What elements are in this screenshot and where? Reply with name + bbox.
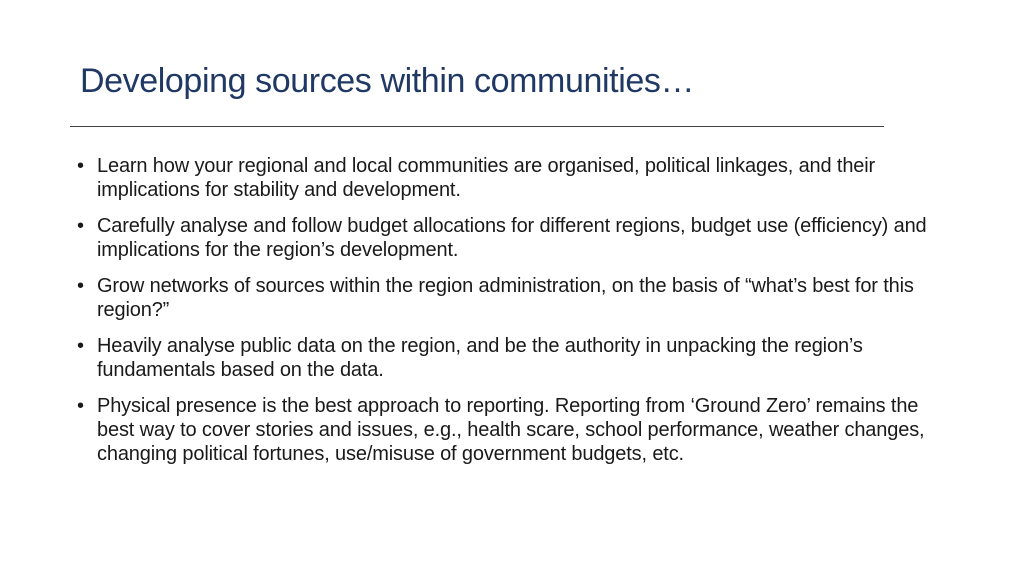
bullet-icon: • bbox=[77, 275, 84, 297]
bullet-text: Grow networks of sources within the region administration, on the basis of “what’s best for this region?” bbox=[97, 275, 914, 321]
bullet-text: Physical presence is the best approach to reporting. Reporting from ‘Ground Zero’ remains the best way to cover stories and issues, e.g., health scare, school performance, weather changes, changing political fortunes, use/misuse of government budgets, etc. bbox=[97, 395, 925, 465]
bullet-icon: • bbox=[77, 335, 84, 357]
bullet-text: Learn how your regional and local communities are organised, political linkages, and their implications for stability and development. bbox=[97, 155, 876, 201]
bullet-item bbox=[75, 334, 955, 382]
slide-title: Developing sources within communities… bbox=[80, 62, 695, 100]
bullet-item bbox=[75, 274, 955, 322]
bullet-icon: • bbox=[77, 395, 84, 417]
bullet-text: Heavily analyse public data on the region, and be the authority in unpacking the region’s fundamentals based on the data. bbox=[97, 335, 863, 381]
bullet-item bbox=[75, 214, 955, 262]
bullet-icon: • bbox=[77, 155, 84, 177]
bullet-item bbox=[75, 154, 955, 202]
bullet-text: Carefully analyse and follow budget allocations for different regions, budget use (efficiency) and implications for the region’s development. bbox=[97, 215, 927, 261]
title-divider bbox=[70, 126, 884, 127]
bullet-list bbox=[75, 154, 955, 478]
bullet-icon: • bbox=[77, 215, 84, 237]
bullet-item bbox=[75, 394, 955, 466]
